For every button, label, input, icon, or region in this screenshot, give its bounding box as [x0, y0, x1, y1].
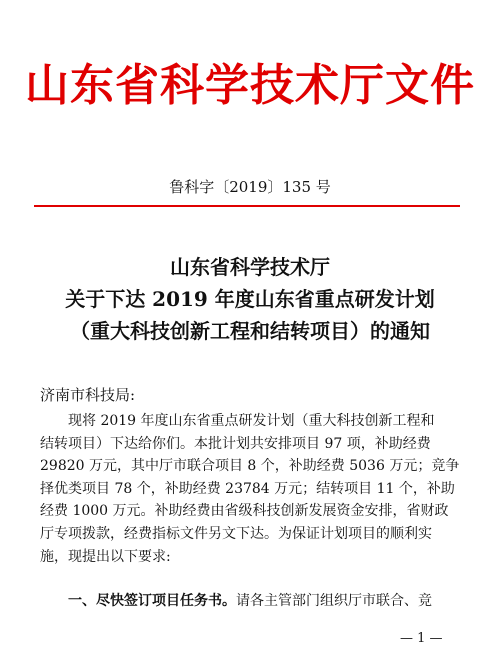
body-line: 厅专项拨款，经费指标文件另文下达。为保证计划项目的顺利实 [40, 525, 432, 542]
body-paragraph [40, 410, 458, 568]
page-number: — 1 — [400, 631, 443, 646]
body-line: 29820 万元，其中厅市联合项目 8 个，补助经费 5036 万元；竞争 [40, 458, 460, 475]
body-line: 经费 1000 万元。补助经费由省级科技创新发展资金安排，省财政 [40, 503, 449, 520]
title-line-subject: 关于下达 2019 年度山东省重点研发计划 [65, 287, 435, 311]
title-line-issuer: 山东省科学技术厅 [170, 255, 330, 279]
body-line: 择优类项目 78 个，补助经费 23784 万元；结转项目 11 个，补助 [40, 480, 455, 497]
notice-title [0, 251, 500, 347]
red-separator-rule [34, 205, 460, 207]
masthead-title: 山东省科学技术厅文件 [25, 60, 475, 111]
document-number: 鲁科字〔2019〕135 号 [169, 178, 331, 196]
body-line: 结转项目）下达给你们。本批计划共安排项目 97 项，补助经费 [40, 435, 431, 452]
salutation: 济南市科技局: [40, 386, 136, 404]
requirement-text: 请各主管部门组织厅市联合、竞 [236, 593, 432, 609]
requirement-item [40, 590, 470, 612]
body-line: 施，现提出以下要求: [40, 548, 171, 565]
requirement-heading: 一、尽快签订项目任务书。 [68, 593, 236, 609]
body-line: 现将 2019 年度山东省重点研发计划（重大科技创新工程和 [68, 413, 435, 429]
title-line-scope: （重大科技创新工程和结转项目）的通知 [70, 319, 430, 343]
